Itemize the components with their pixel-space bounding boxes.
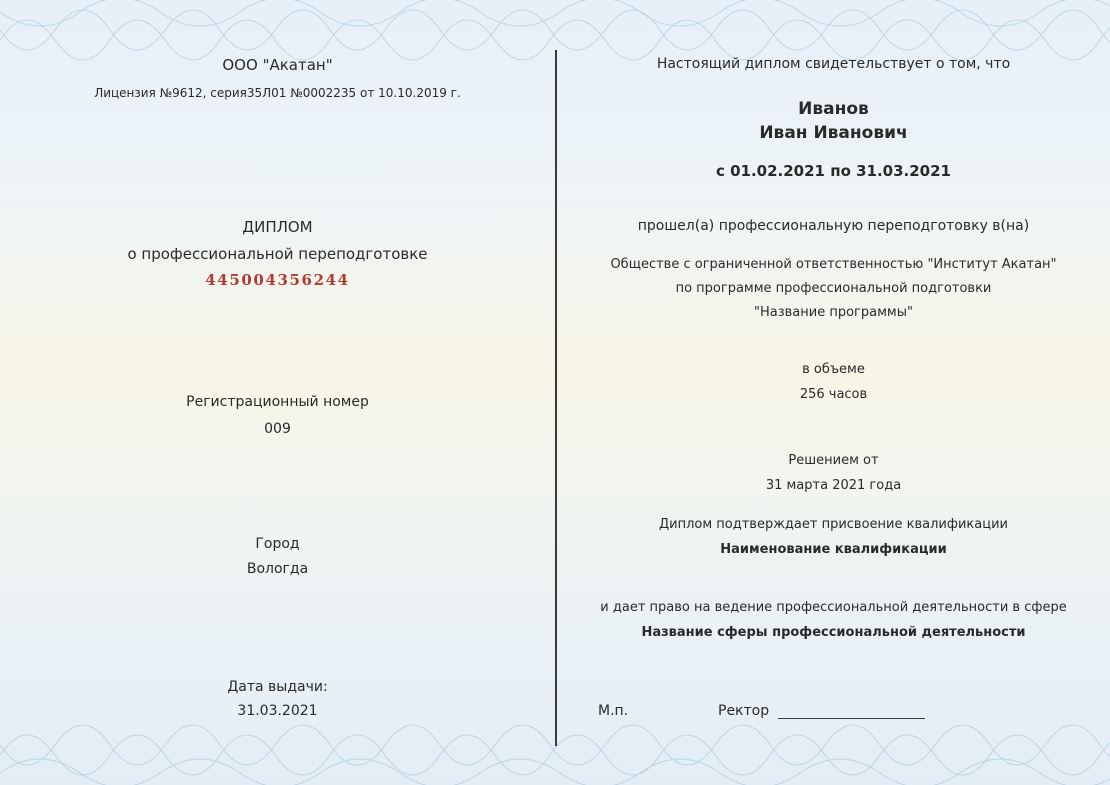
program-name: "Название программы": [754, 305, 913, 320]
holder-given-names: Иван Иванович: [759, 123, 908, 143]
document-title: ДИПЛОМ: [242, 218, 313, 236]
diploma-right-page: [557, 0, 1110, 785]
qualification-statement: Диплом подтверждает присвоение квалификации: [658, 517, 1008, 532]
volume-value: 256 часов: [799, 387, 868, 402]
decision-date: 31 марта 2021 года: [765, 478, 902, 493]
issue-date-label: Дата выдачи:: [227, 679, 328, 695]
decision-label: Решением от: [788, 453, 879, 468]
program-line: по программе профессиональной подготовки: [675, 281, 992, 296]
qualification-name: Наименование квалификации: [720, 542, 947, 557]
organization-name: ООО "Акатан": [222, 56, 333, 74]
registration-label: Регистрационный номер: [186, 394, 369, 410]
stamp-placeholder-label: М.п.: [598, 703, 629, 719]
rector-signature-line: [778, 718, 925, 719]
institution-name: Обществе с ограниченной ответственностью "Институт Акатан": [610, 257, 1057, 272]
training-period: с 01.02.2021 по 31.03.2021: [715, 162, 951, 180]
rights-statement: и дает право на ведение профессиональной деятельности в сфере: [600, 600, 1067, 615]
certification-intro: Настоящий диплом свидетельствует о том, что: [656, 56, 1011, 72]
registration-value: 009: [264, 421, 291, 437]
volume-label: в объеме: [802, 362, 865, 377]
rector-label: Ректор: [718, 703, 770, 719]
document-subtitle: о профессиональной переподготовке: [127, 245, 428, 263]
city-label: Город: [255, 536, 300, 552]
holder-surname: Иванов: [798, 99, 869, 119]
city-value: Вологда: [246, 561, 309, 577]
license-info: Лицензия №9612, серия35Л01 №0002235 от 10.10.2019 г.: [94, 86, 461, 100]
completion-statement: прошел(а) профессиональную переподготовку в(на): [637, 218, 1030, 234]
issue-date-value: 31.03.2021: [237, 703, 318, 719]
serial-number: 445004356244: [205, 271, 350, 289]
professional-sphere: Название сферы профессиональной деятельности: [641, 625, 1026, 640]
